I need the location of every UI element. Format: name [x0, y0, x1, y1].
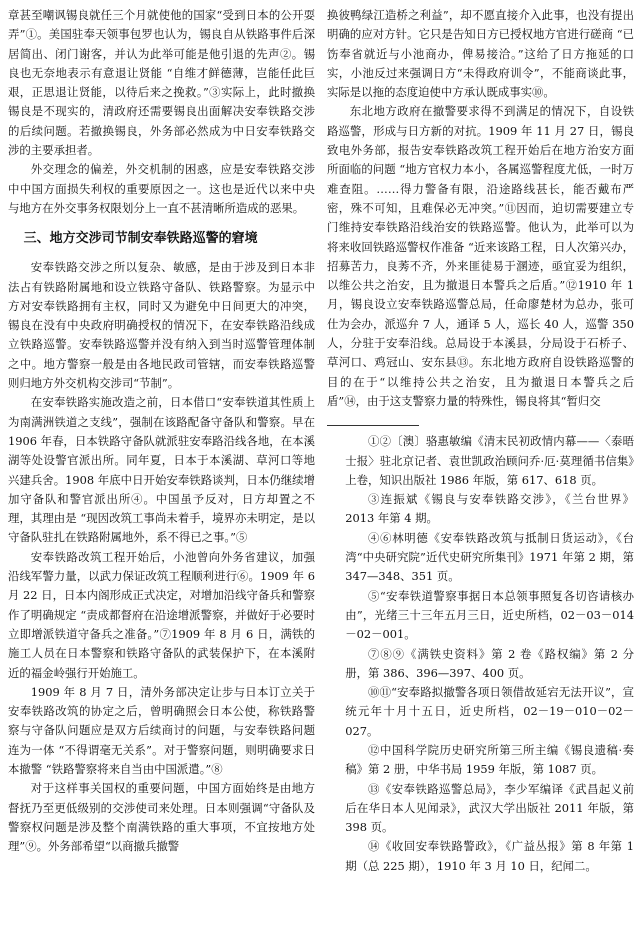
body-paragraph: 外交理念的偏差，外交机制的困惑，应是安奉铁路交涉中中国方面损失利权的重要原因之一。这也是近代以来中央与地方在外交事务权限划分上一直不甚清晰所造成的恶果。 — [8, 162, 315, 215]
footnote: ⑭《收回安奉铁路警政》，《广益丛报》第 8 年第 1 期（总 225 期），1910 年 3 月 10 日，纪闻二。 — [345, 839, 634, 873]
body-paragraph: 对于这样事关国权的重要问题，中国方面始终是由地方督抚乃至更低级别的交涉使司来处理。日本则强调“守备队及警察权问题是涉及整个南满铁路的重大事项，不宜按地方处理”⑨。外务部希望“以商撤兵撤警 — [8, 781, 315, 854]
left-column — [8, 6, 315, 931]
footnote: ④⑥林明德《安奉铁路改筑与抵制日货运动》，《台湾“中央研究院”近代史研究所集刊》1971 年第 2 期，第 347—348、351 页。 — [345, 530, 634, 584]
body-paragraph: 在安奉铁路实施改造之前，日本借口“安奉铁道其性质上为南满洲铁道之支线”，强制在该路配备守备队和警察。早在 1906 年春，日本铁路守备队就派驻安奉路沿线各地，在本溪湖等处设警官派出所。同年夏，日本于本溪湖、草河口等地兴建兵舍。1908 年底中日开始安奉铁路谈判，日本仍继续增加守备队和警官派出所④。中国虽予反对，日方却置之不理，其理由是 “现因改筑工事尚未着手，境界亦未明定，是以守备队驻扎在铁路附属地外，系不得已之事。”⑤ — [8, 395, 315, 545]
right-column — [327, 6, 634, 931]
footnotes — [327, 432, 634, 876]
footnote: ⑦⑧⑨《满铁史资料》第 2 卷《路权编》第 2 分册，第 386、396—397、400 页。 — [345, 646, 634, 680]
body-paragraph: 东北地方政府在撤警要求得不到满足的情况下，自设铁路巡警，形成与日方新的对抗。1909 年 11 月 27 日，锡良致电外务部，报告安奉铁路改筑工程开始后在地方治安方面所面临的问题 “地方官权力本小，各属巡警程度尤低，一时万难查阻。……得力警备有限，沿途路线甚长，能否戴布严密，殊不可知，且难保必无冲突。”⑪因而，迫切需要建立专门维持安奉铁路沿线治安的铁路巡警。他认为，此举可以为将来收回铁路巡警权作准备 “近来该路工程，日人次第兴办，招募苦力，良莠不齐，外来匪徒易于溷迹，亟宜妥为组织，以维公共之治安，且为撤退日本警兵之后盾。”⑫1910 年 1 月，锡良设立安奉铁路巡警总局，任命廖楚材为总办，张可仕为会办，派巡弁 7 人，通译 5 人，巡长 40 人，巡警 350 人，分驻于安奉沿线。总局设于本溪县，分局设于石桥子、草河口、鸡冠山、安东县⑬。东北地方政府自设铁路巡警的目的在于“以维持公共之治安，且为撤退日本警兵之后盾”⑭，由于这支警察力量的特殊性，锡良将其“暂归交 — [327, 104, 634, 408]
body-paragraph: 章甚至嘲讽锡良就任三个月就使他的国家“受到日本的公开耍弄”①。美国驻奉天领事包罗也认为，锡良自从铁路事件后深居简出、闭门谢客，并认为此举可能是他引退的先声②。锡良也无奈地表示有意退让贤能 “自维才鲜德薄，岂能任此巨艰，正思退让贤能，以待后来之挽救。”③实际上，此时撤换锡良是不现实的，清政府还需要锡良出面解决安奉铁路交涉的后续问题。若撤换锡良，外务部必然成为中日安奉铁路交涉的主要承担者。 — [8, 8, 315, 158]
footnote: ①②〔澳〕骆惠敏编《清末民初政情内幕——〈泰晤士报〉驻北京记者、袁世凯政治顾问乔·厄·莫理循书信集》上卷，知识出版社 1986 年版，第 617、618 页。 — [345, 434, 634, 487]
footnote: ⑬《安奉铁路巡警总局》，李少军编译《武昌起义前后在华日本人见闻录》，武汉大学出版社 2011 年版，第 398 页。 — [345, 781, 634, 835]
footnote: ⑤“安奉铁道警察事据日本总领事照复各切咨请核办由”，光绪三十三年五月三日，近史所档，02－03－014－02－001。 — [345, 588, 634, 642]
footnote: ③连振斌《锡良与安奉铁路交涉》，《兰台世界》2013 年第 4 期。 — [345, 492, 634, 526]
footnote: ⑫中国科学院历史研究所第三所主编《锡良遗稿·奏稿》第 2 册，中华书局 1959 年版，第 1087 页。 — [345, 742, 634, 777]
body-paragraph: 1909 年 8 月 7 日，清外务部决定让步与日本订立关于安奉铁路改筑的协定之后，曾明确照会日本公使，称铁路警察与守备队问题应是双方后续商讨的问题，与安奉铁路问题连为一体 “不得谓毫无关系”。对于警察问题，则明确要求日本撤警 “铁路警察将来自当由中国派遣。”⑧ — [8, 684, 315, 776]
body-paragraph: 安奉铁路改筑工程开始后，小池曾向外务省建议，加强沿线军警力量，以武力保证改筑工程顺利进行⑥。1909 年 6 月 22 日，日本内阁形成正式决定，对增加沿线守备兵和警察作了明确规定 “责成都督府在沿途增派警察，并做好于必要时立即增派铁道守备兵之准备。”⑦1909 年 8 月 6 日，满铁的施工人员在日本警察和铁路守备队的武装保护下，在本溪附近的福金岭强行开始施工。 — [8, 549, 315, 680]
footnote: ⑩⑪“安奉路拟撤警各项日领借故延宕无法开议”，宣统元年十月十五日，近史所档，02－19－010－02－027。 — [345, 685, 634, 738]
footnote-divider — [327, 425, 419, 426]
section-heading: 三、地方交涉司节制安奉铁路巡警的窘境 — [23, 231, 258, 247]
body-paragraph: 安奉铁路交涉之所以复杂、敏感，是由于涉及到日本非法占有铁路附属地和设立铁路守备队、铁路警察。为显示中方对安奉铁路拥有主权，同时又为避免中日间更大的冲突，锡良在没有中央政府明确授权的情况下，在安奉铁路沿线成立铁路巡警。安奉铁路巡警并没有纳入到当时巡警管理体制之中。地方警察一般是由各地民政司管辖，而安奉铁路巡警则归地方外交机构交涉司“节制”。 — [8, 260, 315, 391]
body-paragraph: 换彼鸭绿江造桥之利益”，却不愿直接介入此事，也没有提出明确的应对方针。它只是告知日方已授权地方官进行磋商 “已饬奉省就近与小池商办，俾易接洽。”这给了日方拖延的口实，小池反过来强调日方“未得政府训令”，不能商谈此事，实际是以拖的态度迫使中方承认既成事实⑩。 — [327, 8, 634, 100]
